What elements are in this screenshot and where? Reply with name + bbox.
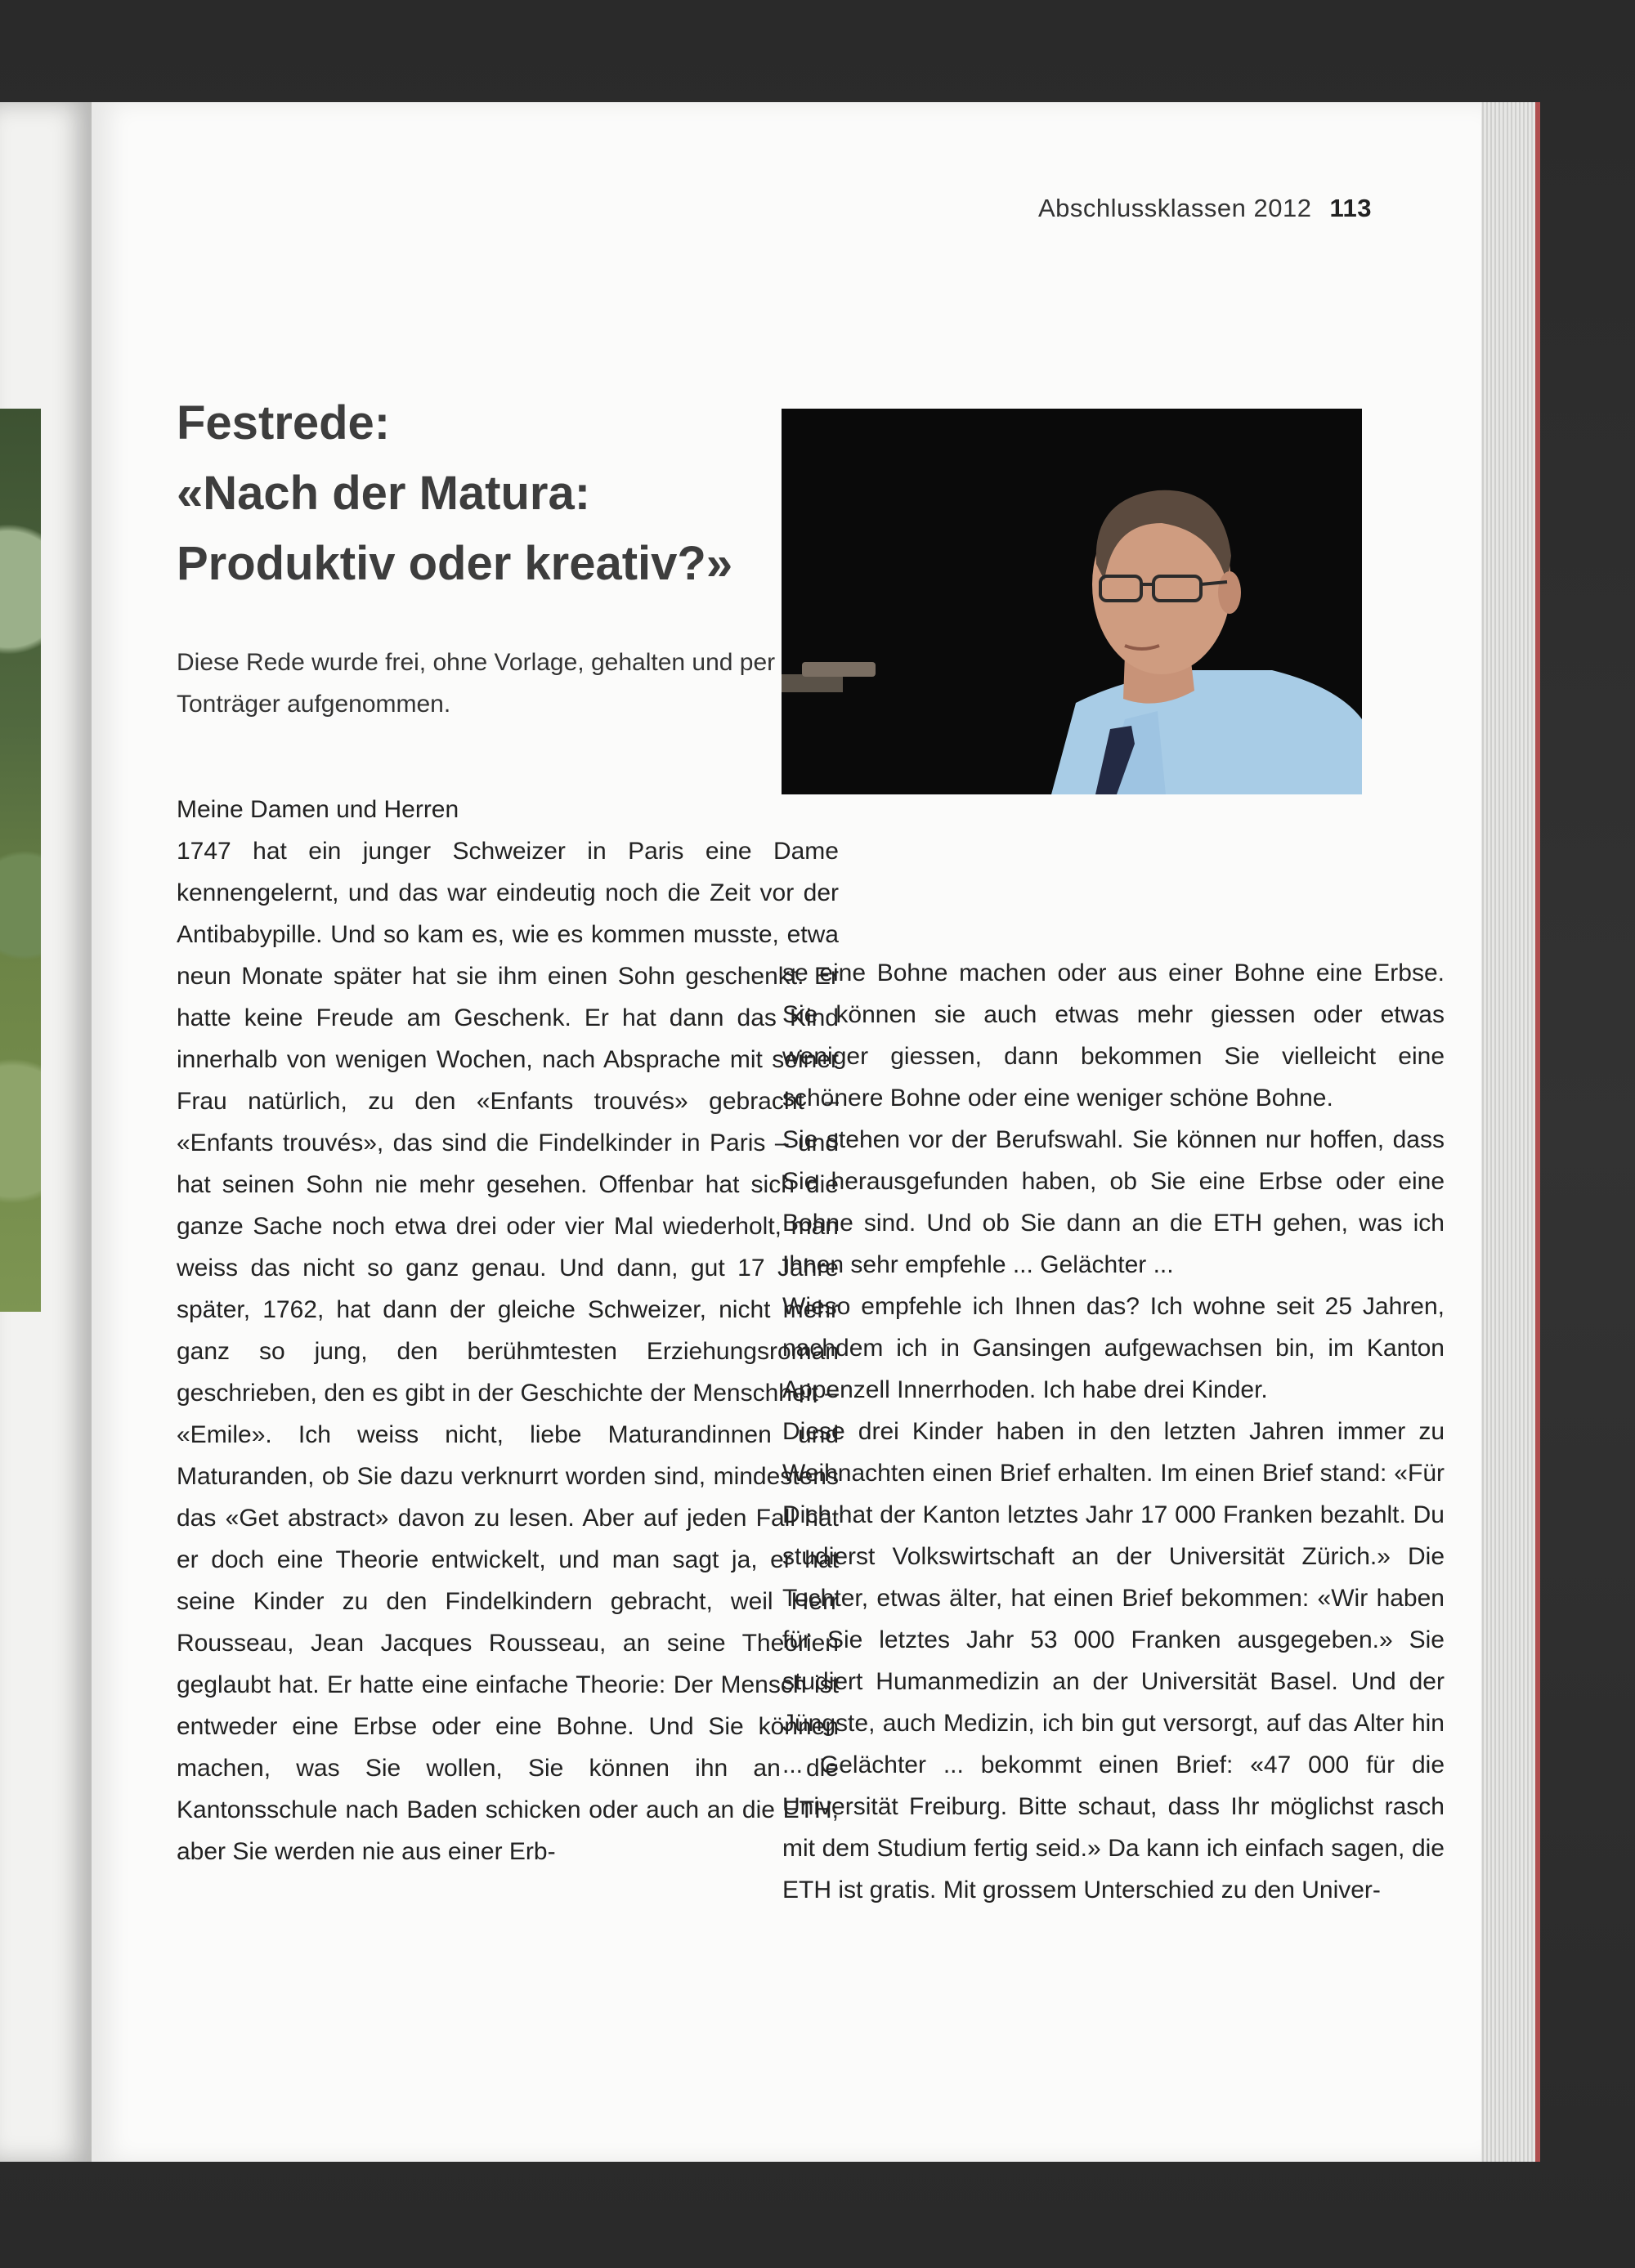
book-page-edges [1472,102,1540,2162]
body-paragraph: Wieso empfehle ich Ihnen das? Ich wohne seit 25 Jahren, nachdem ich in Gansingen aufgewachsen bin, im Kanton Appenzell Innerrhoden. Ich habe drei Kinder. [782,1293,1445,1403]
left-text-column [177,789,839,1872]
body-paragraph: se eine Bohne machen oder aus einer Bohne eine Erbse. Sie können sie auch etwas mehr giessen oder etwas weniger giessen, dann bekommen Sie vielleicht eine schönere Bohne oder eine weniger schöne Bohne. [782,960,1445,1112]
body-paragraph: 1747 hat ein junger Schweizer in Paris eine Dame kennengelernt, und das war eindeutig noch die Zeit vor der Antibabypille. Und so kam es, wie es kommen musste, etwa neun Monate später hat sie ihm einen Sohn geschenkt. Er hatte keine Freude am Geschenk. Er hat dann das Kind innerhalb von wenigen Wochen, nach Absprache mit seiner Frau natürlich, zu den «Enfants trouvés» gebracht – «Enfants trouvés», das sind die Findelkinder in Paris – und hat seinen Sohn nie mehr gesehen. Offenbar hat sich die ganze Sache noch etwa drei oder vier Mal wiederholt, man weiss das nicht so ganz genau. Und dann, gut 17 Jahre später, 1762, hat dann der gleiche Schweizer, nicht mehr ganz so jung, den berühmtesten Erziehungsroman geschrieben, den es gibt in der Geschichte der Menschheit – «Emile». Ich weiss nicht, liebe Maturandinnen und Maturanden, ob Sie dazu verknurrt worden sind, mindestens das «Get abstract» davon zu lesen. Aber auf jeden Fall hat er doch eine Theorie entwickelt, und man sagt ja, er hat seine Kinder zu den Findelkindern gebracht, weil Herr Rousseau, Jean Jacques Rousseau, an seine Theorien geglaubt hat. Er hatte eine einfache Theorie: Der Mensch ist entweder eine Erbse oder eine Bohne. Und Sie können machen, was Sie wollen, Sie können ihn an die Kantonsschule nach Baden schicken oder auch an die ETH, aber Sie werden nie aus einer Erb- [177,838,839,1865]
section-title: Abschlussklassen 2012 [1038,194,1312,222]
page-number: 113 [1329,194,1372,222]
running-head [1038,194,1372,223]
body-paragraph: Sie stehen vor der Berufswahl. Sie können nur hoffen, dass Sie herausgefunden haben, ob Sie eine Erbse oder eine Bohne sind. Und ob Sie dann an die ETH gehen, was ich Ihnen sehr empfehle ... Gelächter ... [782,1126,1445,1278]
book-page [92,102,1481,2162]
article-title [177,388,814,599]
title-line: «Nach der Matura: [177,467,591,520]
previous-page-photo [0,409,41,1312]
salutation: Meine Damen und Herren [177,796,459,823]
right-text-column [782,952,1445,1911]
title-line: Festrede: [177,396,391,450]
article-subtitle: Diese Rede wurde frei, ohne Vorlage, gehalten und per Tonträger aufgenommen. [177,649,776,718]
speaker-photo-icon [782,409,1362,794]
title-line: Produktiv oder kreativ?» [177,537,733,590]
body-paragraph: Diese drei Kinder haben in den letzten Jahren immer zu Weihnachten einen Brief erhalten. Im einen Brief stand: «Für Dich hat der Kanton letztes Jahr 17 000 Franken bezahlt. Du studierst Volkswirtschaft an der Universität Zürich.» Die Tochter, etwas älter, hat einen Brief bekommen: «Wir haben für Sie letztes Jahr 53 000 Franken ausgegeben.» Sie studiert Humanmedizin an der Universität Basel. Und der Jüngste, auch Medizin, ich bin gut versorgt, auf das Alter hin ... Gelächter ... bekommt einen Brief: «47 000 für die Universität Freiburg. Bitte schaut, dass Ihr möglichst rasch mit dem Studium fertig seid.» Da kann ich einfach sagen, die ETH ist gratis. Mit grossem Unterschied zu den Univer- [782,1418,1445,1903]
speaker-photo [782,409,1362,794]
previous-page-edge [0,102,92,2162]
